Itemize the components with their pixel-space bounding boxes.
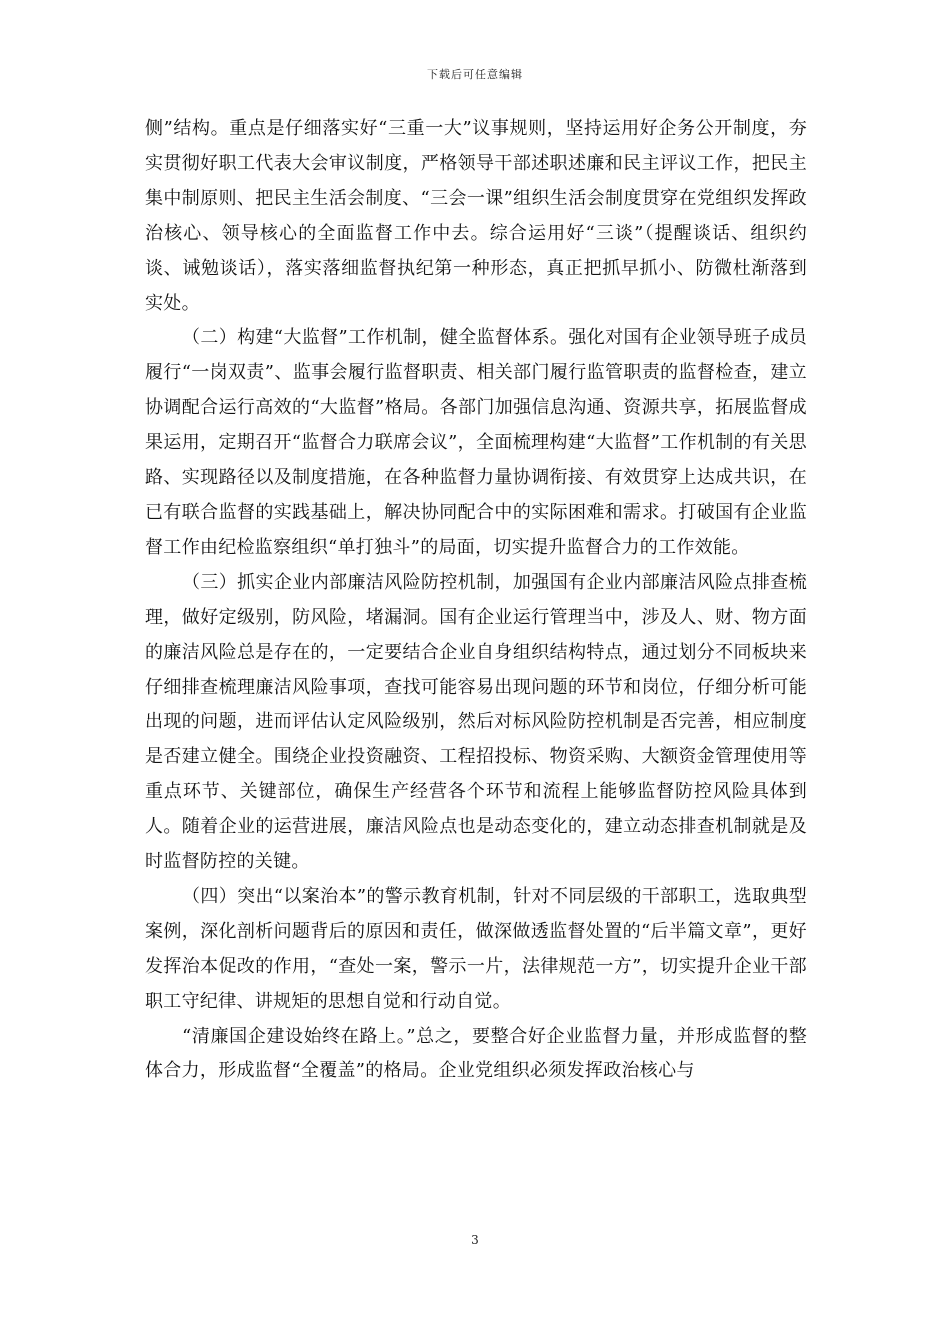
- paragraph-section-4: （四）突出“以案治本”的警示教育机制，针对不同层级的干部职工，选取典型案例，深化剖析问题背后的原因和责任，做深做透监督处置的“后半篇文章”，更好发挥治本促改的作用，“查处一案，警示一片，法律规范一方”，切实提升企业干部职工守纪律、讲规矩的思想自觉和行动自觉。: [145, 885, 807, 1012]
- paragraph-conclusion: “清廉国企建设始终在路上。”总之，要整合好企业监督力量，并形成监督的整体合力，形成监督“全覆盖”的格局。企业党组织必须发挥政治核心与: [145, 1025, 807, 1082]
- paragraph-section-2: （二）构建“大监督”工作机制，健全监督体系。强化对国有企业领导班子成员履行“一岗双责”、监事会履行监督职责、相关部门履行监管职责的监督检查，建立协调配合运行高效的“大监督”格局。各部门加强信息沟通、资源共享，拓展监督成果运用，定期召开“监督合力联席会议”，全面梳理构建“大监督”工作机制的有关思路、实现路径以及制度措施，在各种监督力量协调衔接、有效贯穿上达成共识，在已有联合监督的实践基础上，解决协同配合中的实际困难和需求。打破国有企业监督工作由纪检监察组织“单打独斗”的局面，切实提升监督合力的工作效能。: [145, 327, 807, 558]
- document-body: [145, 112, 807, 1089]
- page-number: 3: [471, 1233, 479, 1247]
- paragraph-continuation: 侧”结构。重点是仔细落实好“三重一大”议事规则，坚持运用好企务公开制度，夯实贯彻好职工代表大会审议制度，严格领导干部述职述廉和民主评议工作，把民主集中制原则、把民主生活会制度、“三会一课”组织生活会制度贯穿在党组织发挥政治核心、领导核心的全面监督工作中去。综合运用好“三谈”（提醒谈话、组织约谈、诫勉谈话），落实落细监督执纪第一种形态，真正把抓早抓小、防微杜渐落到实处。: [145, 118, 807, 314]
- page-header: 下载后可任意编辑: [427, 68, 523, 81]
- paragraph-section-3: （三）抓实企业内部廉洁风险防控机制，加强国有企业内部廉洁风险点排查梳理，做好定级别，防风险，堵漏洞。国有企业运行管理当中，涉及人、财、物方面的廉洁风险总是存在的，一定要结合企业自身组织结构特点，通过划分不同板块来仔细排查梳理廉洁风险事项，查找可能容易出现问题的环节和岗位，仔细分析可能出现的问题，进而评估认定风险级别，然后对标风险防控机制是否完善，相应制度是否建立健全。围绕企业投资融资、工程招投标、物资采购、大额资金管理使用等重点环节、关键部位，确保生产经营各个环节和流程上能够监督防控风险具体到人。随着企业的运营进展，廉洁风险点也是动态变化的，建立动态排查机制就是及时监督防控的关键。: [145, 571, 807, 873]
